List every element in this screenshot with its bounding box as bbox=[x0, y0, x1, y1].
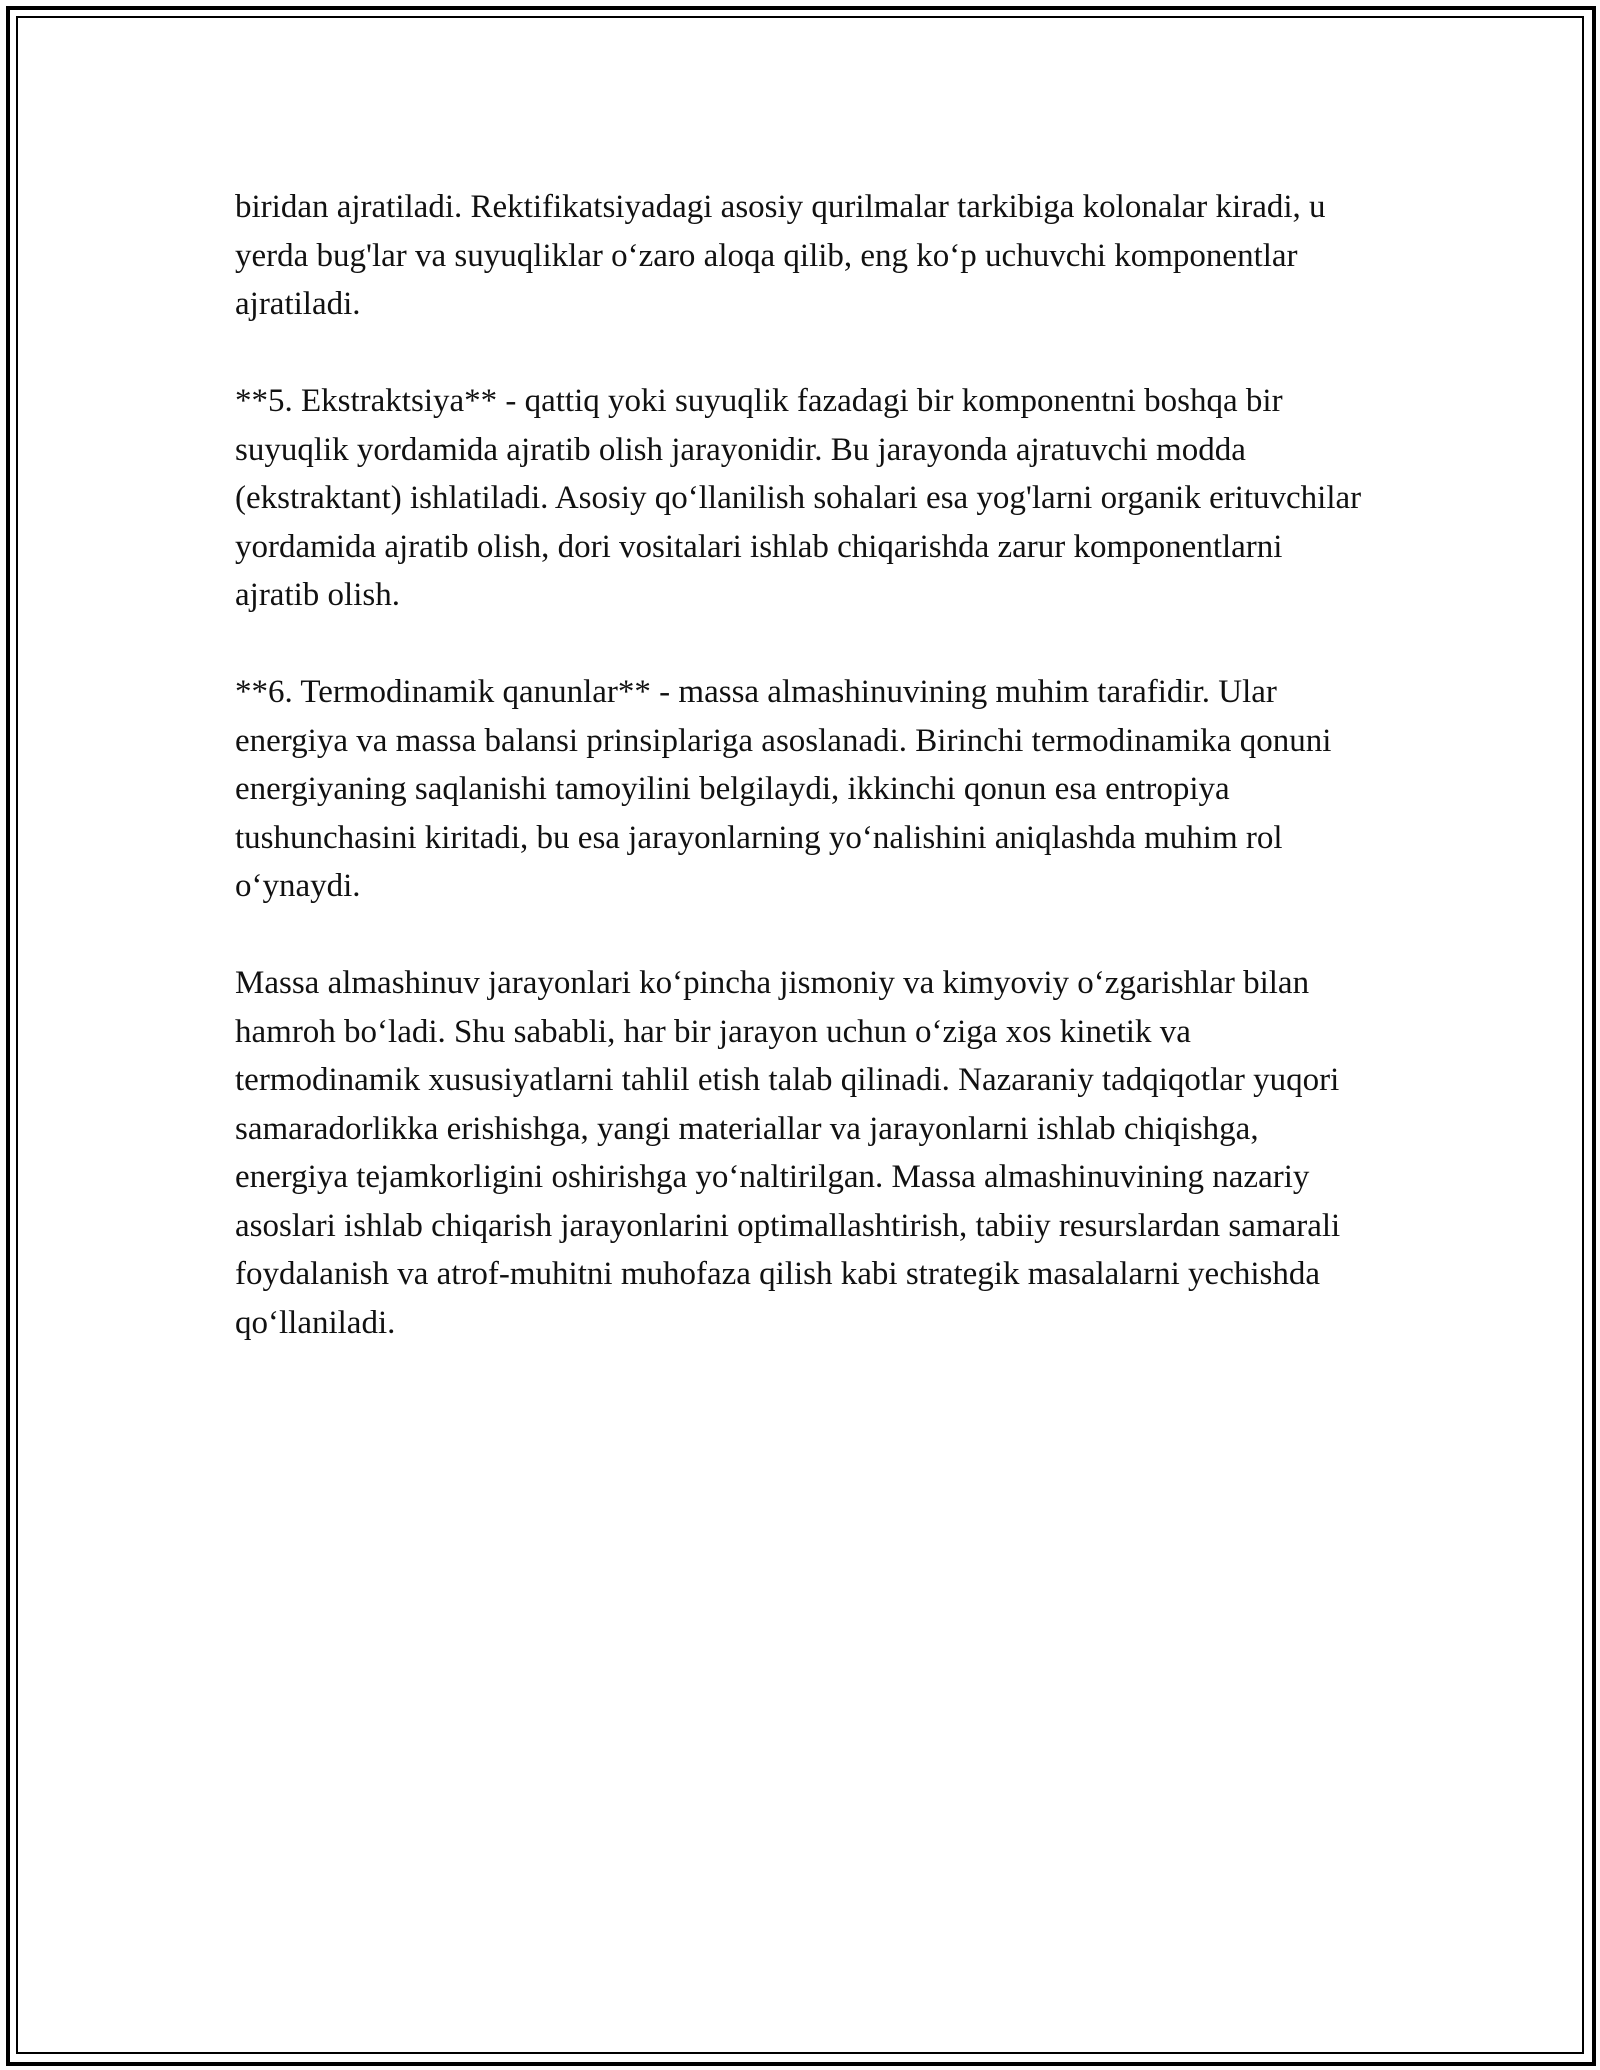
paragraph-rektifikatsiya: biridan ajratiladi. Rektifikatsiyadagi asosiy qurilmalar tarkibiga kolonalar kiradi, u yerda bug'lar va suyuqliklar o‘zaro aloqa qilib, eng ko‘p uchuvchi komponentlar ajratiladi. bbox=[235, 189, 1326, 322]
paragraph-massa-almashinuv: Massa almashinuv jarayonlari ko‘pincha jismoniy va kimyoviy o‘zgarishlar bilan hamroh bo‘ladi. Shu sababli, har bir jarayon uchun o‘ziga xos kinetik va termodinamik xususiyatlarni tahlil etish talab qilinadi. Nazaraniy tadqiqotlar yuqori samaradorlikka erishishga, yangi materiallar va jarayonlarni ishlab chiqishga, energiya tejamkorligini oshirishga yo‘naltirilgan. Massa almashinuvining nazariy asoslari ishlab chiqarish jarayonlarini optimallashtirish, tabiiy resurslardan samarali foydalanish va atrof-muhitni muhofaza qilish kabi strategik masalalarni yechishda qo‘llaniladi. bbox=[235, 965, 1341, 1341]
paragraph-ekstraktsiya: **5. Ekstraktsiya** - qattiq yoki suyuqlik fazadagi bir komponentni boshqa bir suyuqlik yordamida ajratib olish jarayonidir. Bu jarayonda ajratuvchi modda (ekstraktant) ishlatiladi. Asosiy qo‘llanilish sohalari esa yog'larni organik erituvchilar yordamida ajratib olish, dori vositalari ishlab chiqarishda zarur komponentlarni ajratib olish. bbox=[235, 383, 1362, 613]
paragraph-termodinamik-qanunlar: **6. Termodinamik qanunlar** - massa almashinuvining muhim tarafidir. Ular energiya va massa balansi prinsiplariga asoslanadi. Birinchi termodinamika qonuni energiyaning saqlanishi tamoyilini belgilaydi, ikkinchi qonun esa entropiya tushunchasini kiritadi, bu esa jarayonlarning yo‘nalishini aniqlashda muhim rol o‘ynaydi. bbox=[235, 674, 1332, 904]
document-body bbox=[235, 183, 1365, 1396]
